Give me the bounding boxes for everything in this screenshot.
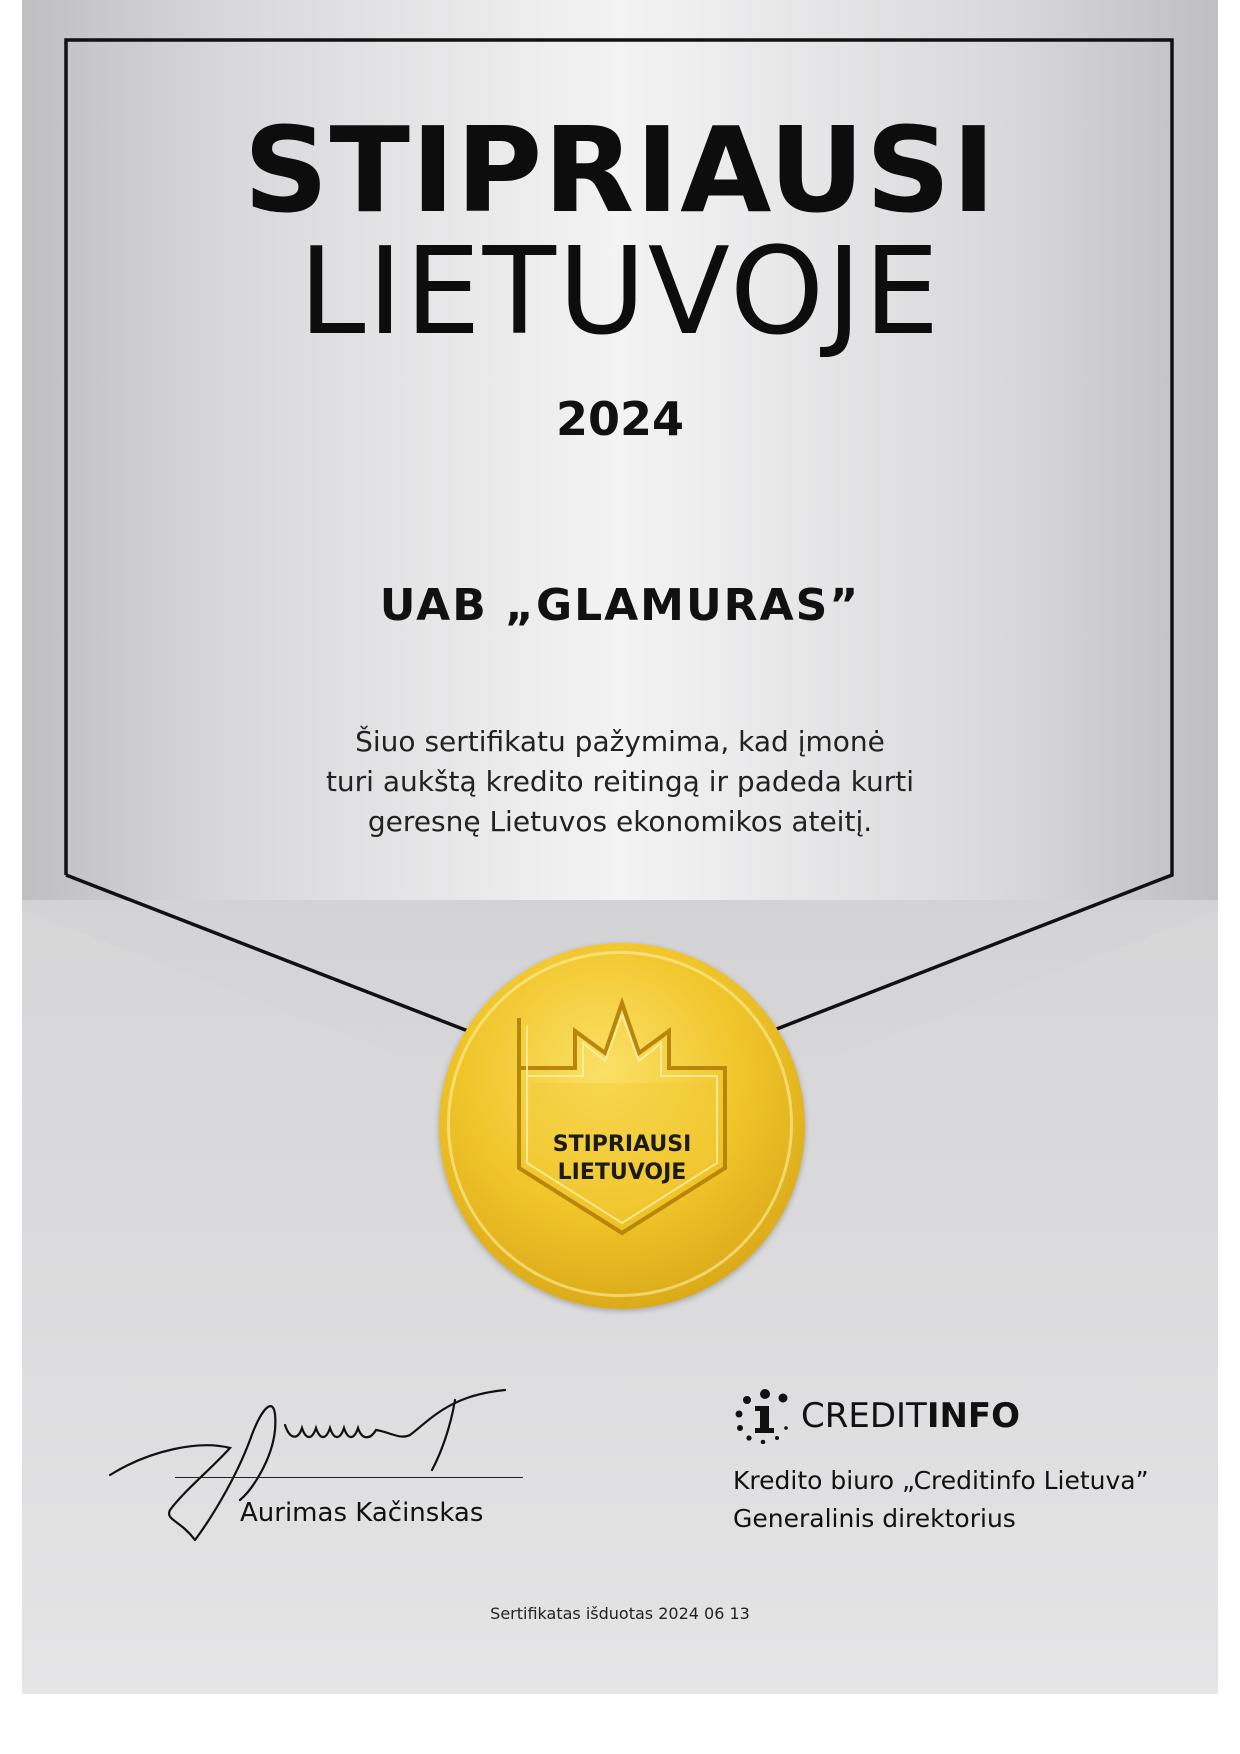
signer-name: Aurimas Kačinskas xyxy=(240,1498,484,1528)
creditinfo-dots-icon xyxy=(733,1388,797,1444)
certificate-title-line2: LIETUVOJE xyxy=(298,223,942,362)
description-line: turi aukštą kredito reitingą ir padeda kurti xyxy=(325,765,915,798)
certificate-year: 2024 xyxy=(555,392,685,446)
company-name: UAB „GLAMURAS” xyxy=(379,580,861,631)
signer-role xyxy=(733,1462,1149,1538)
description-line: Šiuo sertifikatu pažymima, kad įmonė xyxy=(355,725,885,758)
signer-role-line1: Kredito biuro „Creditinfo Lietuva” xyxy=(733,1466,1149,1495)
issue-date: Sertifikatas išduotas 2024 06 13 xyxy=(490,1604,750,1623)
certificate-title-line1: STIPRIAUSI xyxy=(243,101,997,239)
medal-text-line2: LIETUVOJE xyxy=(557,1160,687,1185)
description-line: geresnę Lietuvos ekonomikos ateitį. xyxy=(367,805,873,838)
signer-role-line2: Generalinis direktorius xyxy=(733,1504,1016,1533)
medal-text-line1: STIPRIAUSI xyxy=(552,1132,692,1157)
creditinfo-wordmark: CREDITINFO xyxy=(801,1396,1021,1436)
creditinfo-logo xyxy=(733,1388,1053,1444)
signature-line xyxy=(175,1477,523,1478)
